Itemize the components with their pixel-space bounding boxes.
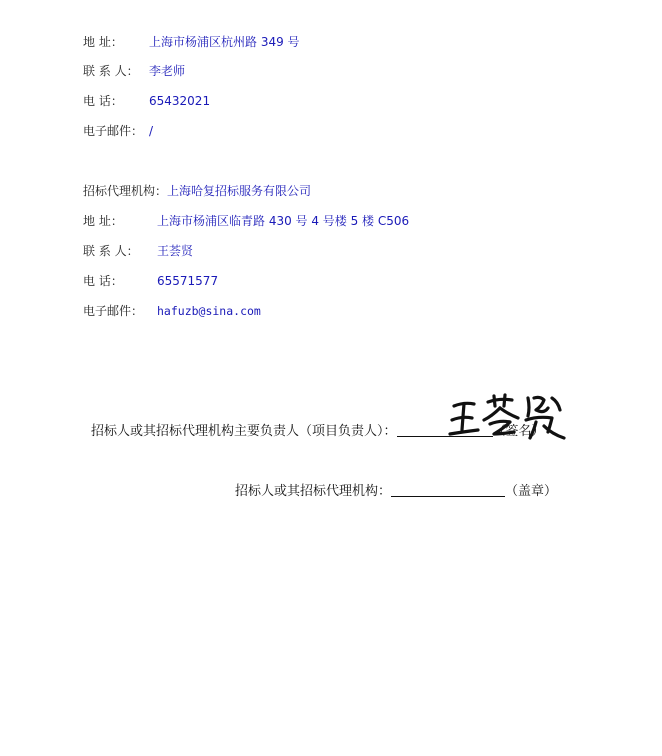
tenderer-contact-label: 联 系 人： (83, 64, 139, 78)
agency-address-value: 上海市杨浦区临青路 430 号 4 号楼 5 楼 C506 (157, 214, 410, 228)
principal-signature-label: 招标人或其招标代理机构主要负责人（项目负责人）： (91, 424, 397, 439)
agency-seal-suffix: （盖章） (505, 484, 558, 499)
tenderer-address-label: 地 址： (83, 35, 123, 49)
agency-name-value: 上海哈复招标服务有限公司 (167, 184, 312, 198)
tenderer-phone-row (83, 93, 210, 109)
tenderer-address-row (83, 34, 300, 50)
tenderer-contact-value: 李老师 (149, 64, 186, 78)
agency-phone-value: 65571577 (157, 274, 219, 288)
agency-phone-row (83, 273, 218, 289)
agency-phone-label: 电 话： (83, 274, 123, 288)
handwritten-signature (448, 392, 568, 444)
tenderer-address-value: 上海市杨浦区杭州路 349 号 (149, 35, 300, 49)
principal-signature-suffix: （签名） (492, 424, 545, 439)
agency-email-value: hafuzb@sina.com (157, 304, 261, 318)
agency-name-label: 招标代理机构： (83, 184, 168, 198)
agency-email-label: 电子邮件： (83, 304, 144, 318)
tenderer-phone-value: 65432021 (149, 94, 211, 108)
agency-contact-value: 王荟贤 (157, 244, 194, 258)
agency-contact-label: 联 系 人： (83, 244, 139, 258)
agency-address-row (83, 213, 409, 229)
tenderer-email-value: / (149, 124, 154, 138)
agency-seal-blank (391, 482, 505, 497)
tenderer-phone-label: 电 话： (83, 94, 123, 108)
agency-seal-line (235, 482, 557, 501)
agency-contact-row (83, 243, 193, 259)
agency-address-label: 地 址： (83, 214, 123, 228)
tenderer-contact-row (83, 63, 185, 79)
tenderer-email-row (83, 123, 153, 139)
agency-name-row (83, 183, 311, 199)
agency-seal-label: 招标人或其招标代理机构： (235, 484, 392, 499)
agency-email-row (83, 303, 261, 319)
tenderer-email-label: 电子邮件： (83, 124, 144, 138)
